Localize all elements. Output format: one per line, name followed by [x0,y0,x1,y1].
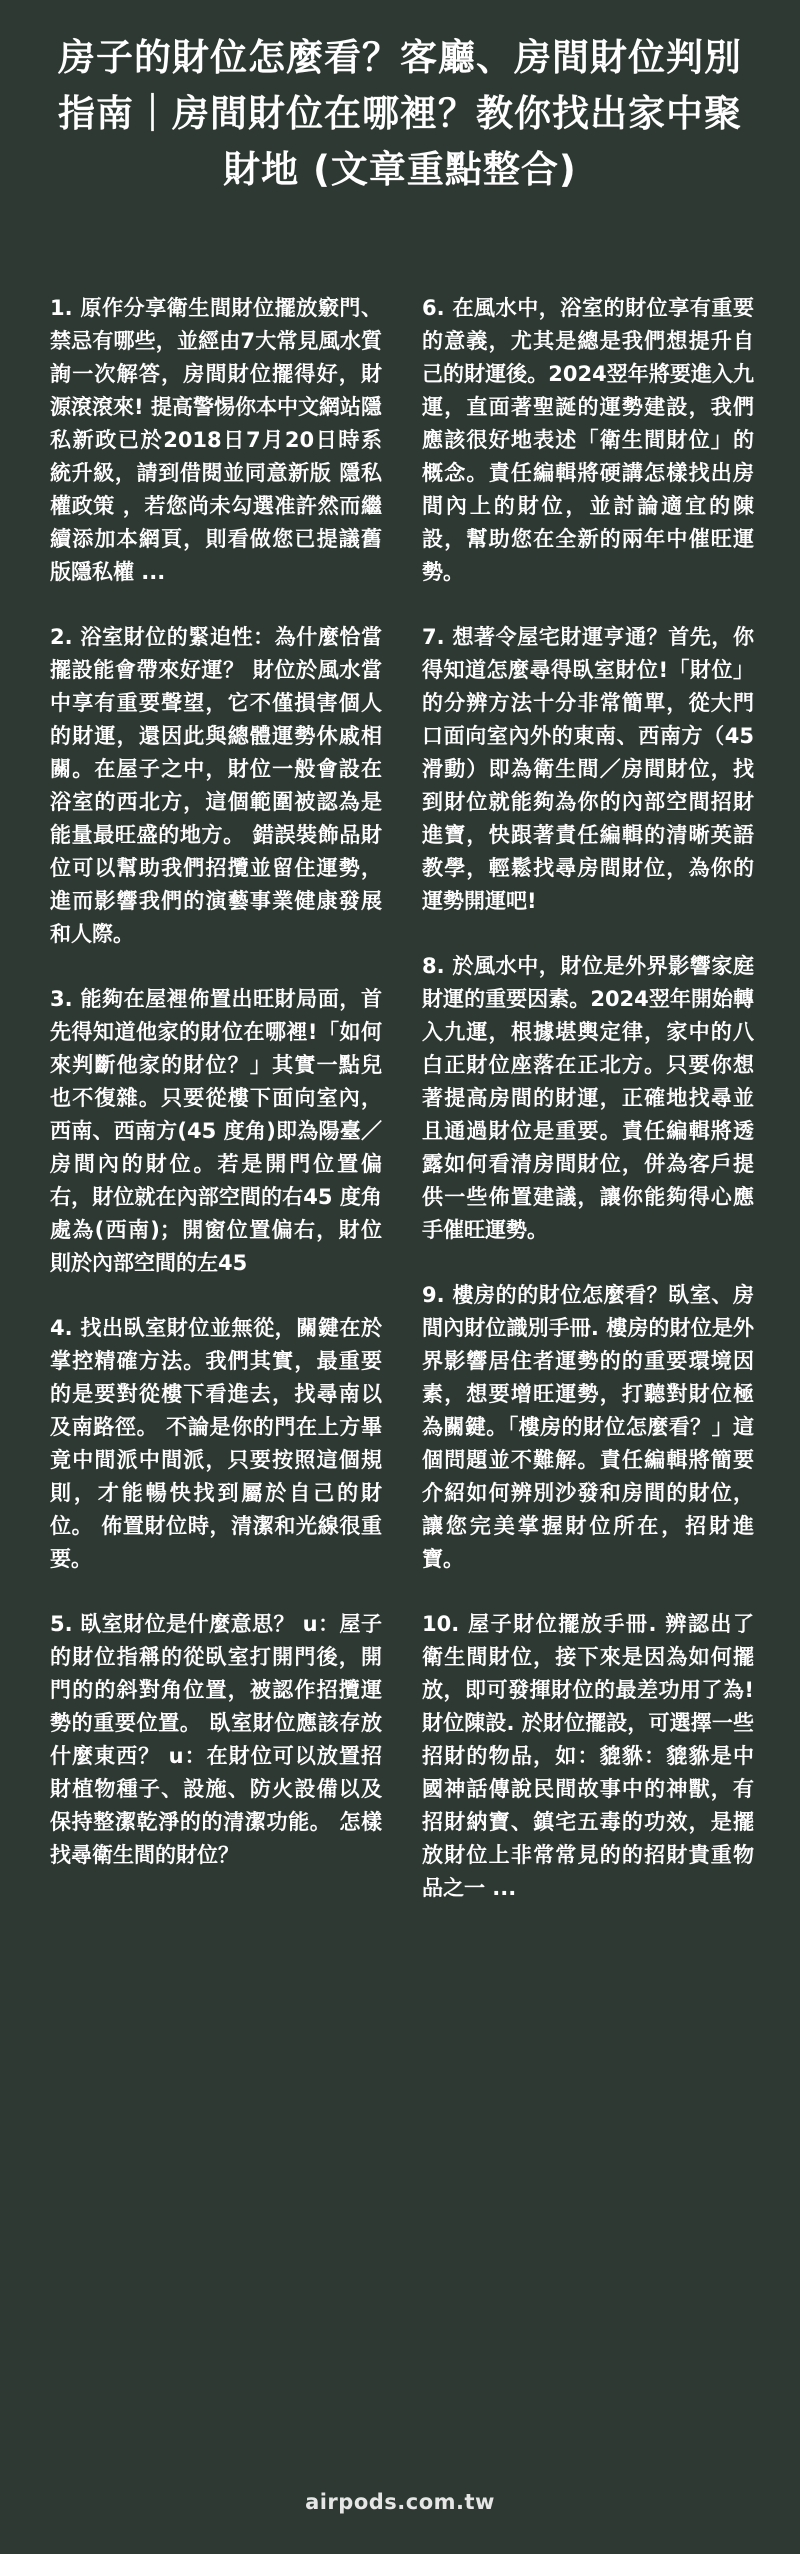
summary-item-5: 5. 臥室財位是什麼意思？ u：屋子的財位指稱的從臥室打開門後，開門的的斜對角位置，被認作招攬運勢的重要位置。 臥室財位應該存放什麼東西？ u：在財位可以放置招財植物種子、設施、防火設備以及保持整潔乾淨的的清潔功能。 怎樣找尋衛生間的財位？ [50,1612,382,1867]
summary-item-6: 6. 在風水中，浴室的財位享有重要的意義，尤其是總是我們想提升自己的財運後。2024翌年將要進入九運，直面著聖誕的運勢建設，我們應該很好地表述「衛生間財位」的概念。責任編輯將硬講怎樣找出房間內上的財位，並討論適宜的陳設，幫助您在全新的兩年中催旺運勢。 [422,296,754,584]
left-column [40,292,388,1937]
summary-item-7: 7. 想著令屋宅財運亨通？首先，你得知道怎麼尋得臥室財位!「財位」的分辨方法十分非常簡單，從大門口面向室內外的東南、西南方（45 滑動）即為衛生間／房間財位，找到財位就能夠為你的內部空間招財進寶，快跟著責任編輯的清晰英語教學，輕鬆找尋房間財位，為你的運勢開運吧! [422,625,754,913]
right-column [412,292,760,1937]
summary-item-3: 3. 能夠在屋裡佈置出旺財局面，首先得知道他家的財位在哪裡!「如何來判斷他家的財位？」其實一點兒也不復雜。只要從樓下面向室內，西南、西南方(45 度角)即為陽臺／房間內的財位。若是開門位置偏右，財位就在內部空間的右45 度角處為(西南)；開窗位置偏右，財位則於內部空間的左45 [50,987,382,1275]
summary-item-8: 8. 於風水中，財位是外界影響家庭財運的重要因素。2024翌年開始轉入九運，根據堪輿定律，家中的八白正財位座落在正北方。只要你想著提高房間的財運，正確地找尋並且通過財位是重要。責任編輯將透露如何看清房間財位，併為客戶提供一些佈置建議，讓你能夠得心應手催旺運勢。 [422,954,754,1242]
site-footer: airpods.com.tw [305,2490,495,2514]
summary-item-9: 9. 樓房的的財位怎麼看？臥室、房間內財位識別手冊. 樓房的財位是外界影響居住者運勢的的重要環境因素，想要增旺運勢，打聽對財位極為關鍵。「樓房的財位怎麼看？」這個問題並不難解。責任編輯將簡要介紹如何辨別沙發和房間的財位，讓您完美掌握財位所在，招財進寶。 [422,1283,754,1571]
summary-item-2: 2. 浴室財位的緊迫性：為什麼恰當擺設能會帶來好運？ 財位於風水當中享有重要聲望，它不僅損害個人的財運，還因此與總體運勢休戚相關。在屋子之中，財位一般會設在浴室的西北方，這個範圍被認為是能量最旺盛的地方。 錯誤裝飾品財位可以幫助我們招攬並留住運勢，進而影響我們的演藝事業健康發展和人際。 [50,625,382,946]
summary-item-4: 4. 找出臥室財位並無從，關鍵在於掌控精確方法。我們其實，最重要的是要對從樓下看進去，找尋南以及南路徑。 不論是你的門在上方畢竟中間派中間派，只要按照這個規則，才能暢快找到屬於自己的財位。 佈置財位時，清潔和光線很重要。 [50,1316,382,1571]
summary-item-10: 10. 屋子財位擺放手冊. 辨認出了衛生間財位，接下來是因為如何擺放，即可發揮財位的最差功用了為! 財位陳設. 於財位擺設，可選擇一些招財的物品，如：貔貅：貔貅是中國神話傳說民間故事中的神獸，有招財納寶、鎮宅五毒的功效，是擺放財位上非常常見的的招財貴重物品之一 ... [422,1612,754,1900]
summary-item-1: 1. 原作分享衛生間財位擺放竅門、禁忌有哪些，並經由7大常見風水質詢一次解答，房間財位擺得好，財源滾滾來! 提高警惕你本中文網站隱私新政已於2018日7月20日時系統升級，請到借閱並同意新版 隱私權政策 ，若您尚未勾選准許然而繼續添加本網頁，則看做您已提議舊版隱私權 ... [50,296,382,584]
article-summary [40,292,760,1937]
page-title: 房子的財位怎麼看？客廳、房間財位判別指南｜房間財位在哪裡？教你找出家中聚財地 (文章重點整合) [58,36,742,191]
